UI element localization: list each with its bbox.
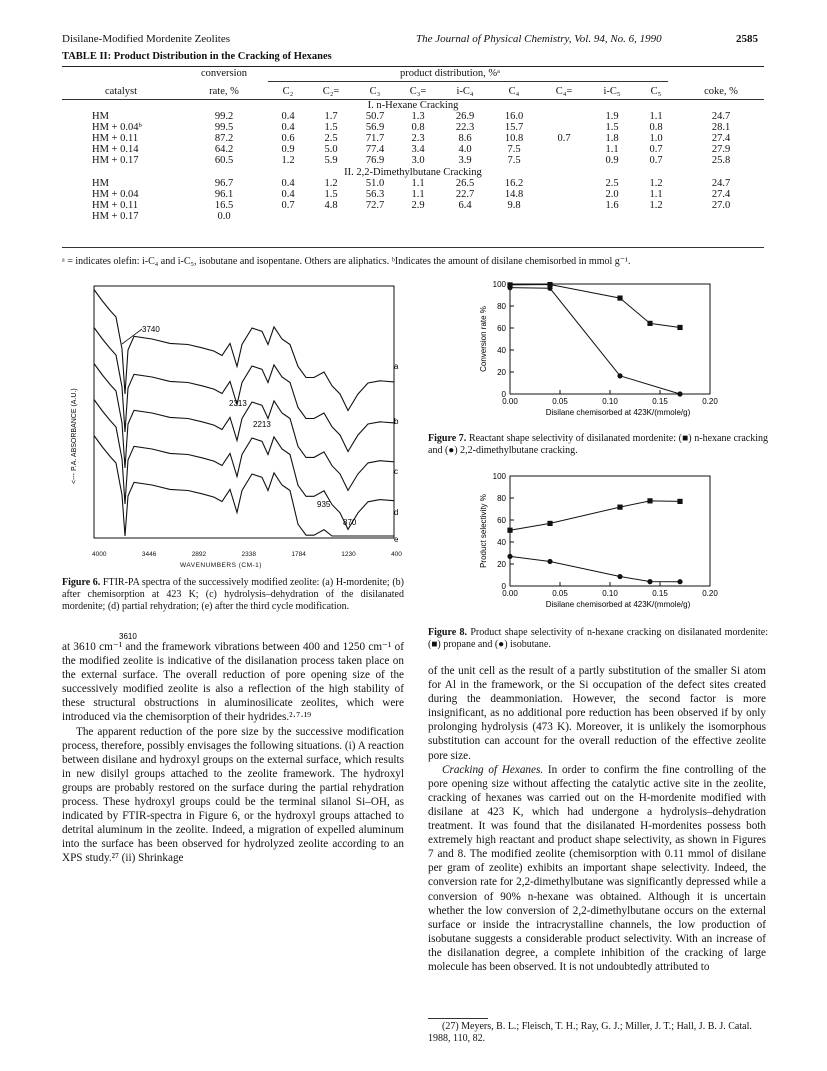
table-cell: 1.6 [605, 200, 619, 211]
table-cell: 27.4 [711, 133, 731, 144]
fig8-xtick-label: 0.05 [552, 589, 568, 598]
table-cell: 0.7 [649, 144, 663, 155]
table-cell-catalyst: HM + 0.14 [92, 144, 139, 155]
table-section-title: II. 2,2-Dimethylbutane Cracking [344, 167, 482, 178]
peak-label-935: 935 [317, 500, 331, 509]
table-row [62, 144, 764, 155]
table-cell: 77.4 [365, 144, 385, 155]
peak-label-2213: 2213 [253, 420, 271, 429]
table-cell: 76.9 [365, 155, 385, 166]
fig7-ylabel: Conversion rate % [479, 306, 488, 372]
fig7-ytick-label: 100 [492, 280, 506, 289]
fig7-ytick-label: 40 [497, 346, 506, 355]
table-cell: 0.4 [281, 189, 295, 200]
table-cell [354, 211, 396, 222]
table-cell: 4.0 [458, 144, 472, 155]
table-cell: 9.8 [507, 200, 521, 211]
table-cell: 22.3 [455, 122, 475, 133]
table-cell: 2.9 [411, 200, 425, 211]
table-cell: 2.5 [324, 133, 338, 144]
table-cell: 96.7 [214, 178, 234, 189]
fig8-square-point [647, 498, 652, 503]
table-cell [268, 211, 308, 222]
table-cell: 14.8 [504, 189, 524, 200]
table-cell: 0.9 [605, 155, 619, 166]
fig6-xtick: 4000 [92, 551, 107, 558]
fig6-xtick: 3446 [141, 551, 157, 558]
table-cell: 1.5 [605, 122, 619, 133]
peak-label-2313: 2313 [229, 399, 247, 408]
fig7-xtick-label: 0.00 [502, 397, 518, 406]
fig7-xtick-label: 0.20 [702, 397, 718, 406]
figure-7-caption-text: Reactant shape selectivity of disilanated mordenite: (■) n-hexane cracking and (●) 2,2-dimethylbutane cracking. [428, 433, 768, 456]
table-cell: 1.2 [281, 155, 295, 166]
table-header-cell: coke, % [704, 86, 738, 97]
table-cell [538, 189, 590, 200]
table-group-rule [268, 81, 668, 82]
figure-6-caption-label: Figure 6. [62, 577, 101, 588]
figure-8-chart [470, 468, 770, 618]
table-cell [634, 211, 678, 222]
left-paragraph-2: The apparent reduction of the pore size by the successive modification process, therefore, possibly envisages the following situations. (i) A reaction between disilane and hydroxyl groups on the external surface, which results in new disilyl groups attached to the zeolite framework. The hydroxyl groups are probably restored on the surface during the partial rehydration process. These hydroxyl groups could be the terminal silanol Si–OH, as indicated by FTIR-spectra in Figure 6, or the hydroxyl groups attached to detrital aluminum in the zeolite. Indeed, a migration of expelled aluminum into the surface has been observed for hydrolyzed zeolite according to an XPS study.²⁷ (ii) Shrinkage [62, 725, 404, 865]
table-cell: 1.1 [605, 144, 619, 155]
table-cell: 6.4 [458, 200, 472, 211]
table-cell [538, 211, 590, 222]
table-cell: 24.7 [711, 178, 731, 189]
table-cell: 0.8 [649, 122, 663, 133]
table-cell: 1.1 [411, 178, 425, 189]
table-top-rule [62, 66, 764, 67]
table-cell: 27.9 [711, 144, 731, 155]
fig7-circle-point [677, 391, 682, 396]
table-cell: 22.7 [455, 189, 475, 200]
table-cell: 72.7 [365, 200, 385, 211]
table-cell [678, 211, 764, 222]
table-header-cell: C₃ [369, 86, 381, 97]
ftir-curve-label: d [394, 508, 399, 517]
fig8-circle-point [677, 579, 682, 584]
table-cell: 0.4 [281, 111, 295, 122]
table-cell: 8.6 [458, 133, 472, 144]
figure-7 [470, 276, 770, 426]
left-column [62, 640, 404, 866]
table-cell: 0.0 [217, 211, 231, 222]
table-header-cell: C₄= [555, 86, 573, 97]
table-section-title: I. n-Hexane Cracking [367, 100, 459, 111]
table-cell-catalyst: HM [92, 111, 109, 122]
table-cell-catalyst: HM + 0.11 [92, 200, 139, 211]
table-cell-catalyst: HM + 0.17 [92, 211, 139, 222]
right-paragraph-1: of the unit cell as the result of a partly substitution of the smaller Si atom for Al in the framework, or the Si occupation of the defect sites created during the deammoniation. However, the second factor is more insignificant, as no additional pore reduction has been observed if by only prolonging hydrolysis (473 K). Moreover, it is unlikely the isomorphous substitution can account for the overall reduction of the effective zeolite pore size. [428, 665, 766, 762]
ftir-spectrum-curve [94, 328, 394, 452]
left-paragraph-1: at 3610 cm⁻¹ and the framework vibrations between 400 and 1250 cm⁻¹ of the modified zeolite is indicative of the disilanation process taken place on the external surface. The overall reduction of pore opening size of the successively modified zeolite is also a reflection of the high stability of these structural obstructions in aluminosilicate zeolites, which were introduced via the chemisorption of their hydrides.²·⁷·¹⁹ [62, 641, 404, 724]
table-cell: 0.7 [649, 155, 663, 166]
figure-8-caption-label: Figure 8. [428, 627, 467, 638]
table-cell: 24.7 [711, 111, 731, 122]
fig8-xlabel: Disilane chemisorbed at 423K/(mmole/g) [545, 600, 691, 609]
peak-label-870: 870 [343, 518, 357, 527]
table-cell-catalyst: HM [92, 178, 109, 189]
fig7-square-point [617, 295, 622, 300]
figure-6-xlabel: WAVENUMBERS (CM-1) [180, 562, 262, 569]
table-section-row [62, 166, 764, 178]
table-cell: 1.1 [649, 111, 663, 122]
table-row [62, 155, 764, 166]
table-cell: 26.5 [455, 178, 475, 189]
table-row [62, 111, 764, 122]
fig8-ylabel: Product selectivity % [479, 494, 488, 568]
fig6-xtick: 2892 [191, 551, 207, 558]
table-footnote: ᵃ = indicates olefin: i-C₄ and i-C₅, isobutane and isopentane. Others are aliphatics. ᵇIndicates the amount of disilane chemisorbed in mmol g⁻¹. [62, 256, 631, 267]
fig8-ytick-label: 40 [497, 538, 506, 547]
table-header-cell: C₄ [508, 86, 520, 97]
fig7-series-line [510, 285, 680, 328]
fig8-xtick-label: 0.10 [602, 589, 618, 598]
table-cell [538, 155, 590, 166]
reference-27: (27) Meyers, B. L.; Fleisch, T. H.; Ray, G. J.; Miller, J. T.; Hall, J. B. J. Catal. 1988, 110, 82. [428, 1021, 752, 1044]
table-row [62, 200, 764, 211]
table-cell: 28.1 [711, 122, 731, 133]
fig7-ytick-label: 60 [497, 324, 506, 333]
table-cell: 56.3 [365, 189, 385, 200]
table-cell [308, 211, 354, 222]
ftir-spectrum-curve [94, 290, 394, 411]
table-cell: 50.7 [365, 111, 385, 122]
right-paragraph-2 [428, 763, 766, 974]
fig8-square-point [617, 505, 622, 510]
table-row [62, 189, 764, 200]
fig8-series-line [510, 501, 680, 530]
table-cell [590, 211, 634, 222]
table-header-row [62, 84, 764, 99]
table-cell: 16.5 [214, 200, 234, 211]
fig6-xtick: 1230 [341, 551, 356, 558]
table-cell: 1.2 [649, 200, 663, 211]
table-row [62, 122, 764, 133]
peak-label-3610: 3610 [119, 632, 137, 641]
table-cell: 0.7 [557, 133, 571, 144]
table-cell [538, 122, 590, 133]
table-cell: 99.2 [214, 111, 234, 122]
table-cell: 1.5 [324, 122, 338, 133]
table-cell: 3.0 [411, 155, 425, 166]
ftir-curve-label: b [394, 417, 399, 426]
fig8-circle-point [617, 574, 622, 579]
fig7-ytick-label: 20 [497, 368, 506, 377]
fig8-circle-point [507, 554, 512, 559]
table-cell: 1.9 [605, 111, 619, 122]
table-cell: 10.8 [504, 133, 524, 144]
fig7-xtick-label: 0.15 [652, 397, 668, 406]
fig8-frame [510, 476, 710, 586]
table-head-product-distribution: product distribution, %ᵃ [400, 68, 500, 79]
table-row [62, 133, 764, 144]
table-header-cell: C₂= [322, 86, 340, 97]
figure-6-caption-text: FTIR-PA spectra of the successively modified zeolite: (a) H-mordenite; (b) after chemisorption at 423 K; (c) hydrolysis–dehydration of the disilanated mordenite; (d) partial rehydration; (e) after the third cycle modification. [62, 577, 404, 612]
figure-7-chart [470, 276, 770, 426]
fig8-xtick-label: 0.00 [502, 589, 518, 598]
table-cell: 5.0 [324, 144, 338, 155]
table-header-cell: C₃= [409, 86, 427, 97]
table-cell: 71.7 [365, 133, 385, 144]
table-cell: 0.9 [281, 144, 295, 155]
fig8-square-point [507, 528, 512, 533]
fig8-ytick-label: 0 [501, 582, 506, 591]
table-cell: 96.1 [214, 189, 234, 200]
fig8-circle-point [647, 579, 652, 584]
table-cell: 7.5 [507, 144, 521, 155]
table-cell: 64.2 [214, 144, 234, 155]
fig8-ytick-label: 20 [497, 560, 506, 569]
table-row [62, 211, 764, 222]
table-cell: 1.0 [649, 133, 663, 144]
fig7-xtick-label: 0.10 [602, 397, 618, 406]
fig7-xlabel: Disilane chemisorbed at 423K/(mmole/g) [545, 408, 691, 417]
table-cell: 1.7 [324, 111, 338, 122]
fig6-xtick: 1784 [291, 551, 306, 558]
footnote-rule [428, 1018, 488, 1019]
table-cell-catalyst: HM + 0.11 [92, 133, 139, 144]
figure-6-xticks [92, 551, 402, 558]
table-cell: 1.2 [649, 178, 663, 189]
right-column [428, 664, 766, 974]
table-cell: 2.5 [605, 178, 619, 189]
table-cell: 99.5 [214, 122, 234, 133]
table-cell: 4.8 [324, 200, 338, 211]
fig7-square-point [677, 325, 682, 330]
ftir-curve-label: a [394, 362, 399, 371]
table-cell [538, 200, 590, 211]
figure-6-ylabel: <--- P.A. ABSORBANCE (A.U.) [71, 388, 78, 484]
table-cell: 0.8 [411, 122, 425, 133]
table-cell: 1.2 [324, 178, 338, 189]
fig7-ytick-label: 80 [497, 302, 506, 311]
fig7-series-line [510, 288, 680, 394]
table-cell: 7.5 [507, 155, 521, 166]
table-cell: 27.4 [711, 189, 731, 200]
section-heading-cracking: Cracking of Hexanes. [442, 763, 544, 776]
table-cell: 1.1 [649, 189, 663, 200]
table-header-cell: C₂ [282, 86, 294, 97]
table-cell: 56.9 [365, 122, 385, 133]
fig7-circle-point [507, 285, 512, 290]
table-cell [440, 211, 490, 222]
table-title: TABLE II: Product Distribution in the Cracking of Hexanes [62, 51, 332, 62]
table-cell [538, 178, 590, 189]
figure-8-caption [428, 627, 768, 651]
peak-label-3740: 3740 [142, 325, 160, 334]
page-number: 2585 [736, 33, 758, 45]
table-section-row [62, 99, 764, 111]
right-paragraph-2-text: In order to confirm the fine controlling of the pore opening size without affecting the catalytic active site in the zeolite, cracking of hexanes was carried out on the H-mordenite modified with disilane at 423 K, which had undergone a hydrolysis–dehydration treatment. It was found that the disilanated H-mordenites possess both extremely high reactant and product shape selectivity, as shown in Figures 7 and 8. The modified zeolite (chemisorption with 0.11 mmol of disilane per gram of zeolite) exhibits an important shape selectivity. Indeed, the conversion rate for 2,2-dimethylbutane was significantly depressed while a conversion of 90% n-hexane was obtained. Although it is uncertain whether the low conversion of 2,2-dimethylbutane occurs on the external surface or inside the intracrystalline channels, the low production of isobutane suggests a considerable product selectivity. With an increase of the disilanation degree, a complete inhibition of the cracking of large molecule has been observed. It is not undoubtedly attributed to [428, 763, 766, 973]
fig8-ytick-label: 100 [492, 472, 506, 481]
running-header-left: Disilane-Modified Mordenite Zeolites [62, 33, 231, 45]
table-cell [538, 111, 590, 122]
table-cell: 3.9 [458, 155, 472, 166]
fig8-circle-point [547, 559, 552, 564]
table-cell-catalyst: HM + 0.04ᵇ [92, 122, 142, 133]
fig8-xtick-label: 0.15 [652, 589, 668, 598]
table-cell: 15.7 [504, 122, 524, 133]
fig8-square-point [547, 521, 552, 526]
table-cell: 0.7 [281, 200, 295, 211]
table-cell [396, 211, 440, 222]
table-header-cell: i-C₄ [456, 86, 474, 97]
fig7-ytick-label: 0 [501, 390, 506, 399]
table-cell: 51.0 [365, 178, 385, 189]
fig7-square-point [647, 321, 652, 326]
table-header-cell: i-C₅ [603, 86, 621, 97]
fig8-square-point [677, 499, 682, 504]
figure-8 [470, 468, 770, 618]
table-row [62, 178, 764, 189]
table-cell: 0.6 [281, 133, 295, 144]
ftir-spectrum-curve [94, 400, 394, 530]
table-cell: 16.0 [504, 111, 524, 122]
table-cell: 2.0 [605, 189, 619, 200]
table-bottom-rule [62, 247, 764, 248]
table-cell [538, 144, 590, 155]
ftir-curve-label: c [394, 467, 398, 476]
ftir-curve-label: e [394, 535, 399, 544]
table-cell: 3.4 [411, 144, 425, 155]
table-cell: 16.2 [504, 178, 524, 189]
product-distribution-table [62, 84, 764, 222]
table-header-catalyst: catalyst [104, 86, 138, 97]
table-cell: 1.5 [324, 189, 338, 200]
table-cell: 5.9 [324, 155, 338, 166]
table-cell: 0.4 [281, 122, 295, 133]
running-header-journal: The Journal of Physical Chemistry, Vol. 94, No. 6, 1990 [416, 33, 662, 45]
table-cell-catalyst: HM + 0.17 [92, 155, 139, 166]
fig8-ytick-label: 80 [497, 494, 506, 503]
fig6-xtick: 2338 [241, 551, 256, 558]
fig7-circle-point [617, 373, 622, 378]
table-head-conversion: conversion [200, 68, 248, 79]
fig8-ytick-label: 60 [497, 516, 506, 525]
figure-7-caption [428, 433, 768, 457]
figure-6-caption [62, 577, 404, 613]
figure-8-caption-text: Product shape selectivity of n-hexane cracking on disilanated mordenite: (■) propane and (●) isobutane. [428, 627, 768, 650]
table-cell: 1.3 [411, 111, 425, 122]
fig8-series-line [510, 556, 680, 581]
table-header-cell: C₅ [650, 86, 662, 97]
table-cell: 60.5 [214, 155, 234, 166]
table-cell-catalyst: HM + 0.04 [92, 189, 139, 200]
ftir-spectrum-curve [94, 364, 394, 491]
table-cell: 26.9 [455, 111, 475, 122]
table-cell: 27.0 [711, 200, 731, 211]
fig8-xtick-label: 0.20 [702, 589, 718, 598]
fig7-circle-point [547, 286, 552, 291]
table-cell: 87.2 [214, 133, 234, 144]
table-cell: 2.3 [411, 133, 425, 144]
table-cell: 0.4 [281, 178, 295, 189]
table-header-conversion-rate: rate, % [209, 86, 239, 97]
fig6-xtick: 400 [391, 551, 402, 558]
fig7-xtick-label: 0.05 [552, 397, 568, 406]
table-cell: 1.1 [411, 189, 425, 200]
figure-6-frame [94, 286, 394, 538]
table-cell: 25.8 [711, 155, 731, 166]
table-cell: 1.8 [605, 133, 619, 144]
figure-7-caption-label: Figure 7. [428, 433, 467, 444]
fig7-frame [510, 284, 710, 394]
table-cell [490, 211, 538, 222]
